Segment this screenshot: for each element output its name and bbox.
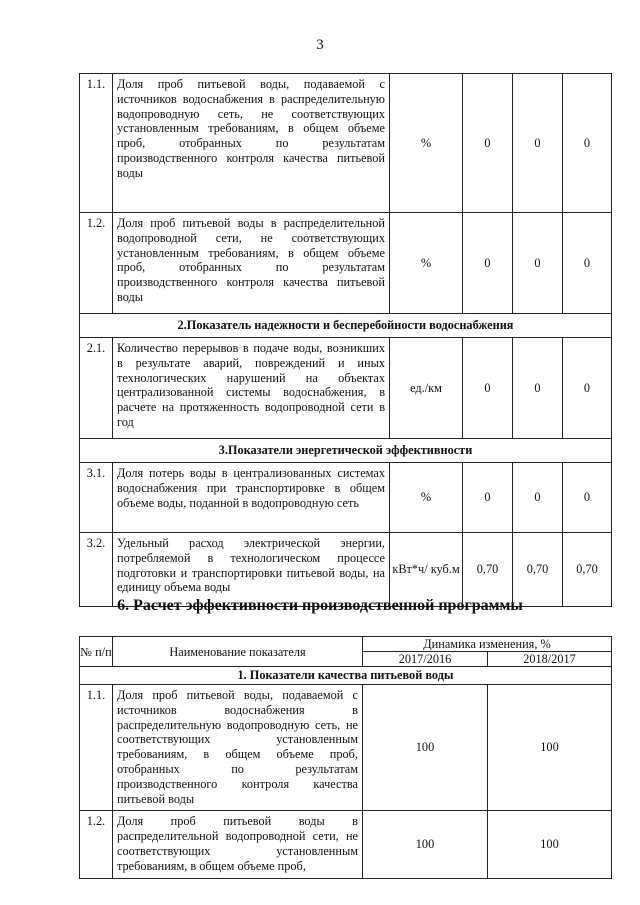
value-cell: 100	[488, 811, 612, 878]
value-cell: 0	[513, 338, 563, 439]
header-number: № п/п	[80, 637, 113, 667]
section-title	[80, 439, 612, 463]
value-cell: 0	[463, 213, 513, 314]
indicator-description: Доля проб питьевой воды в распределительной водопроводной сети, не соответствующих установленным требованиям, в общем объеме проб,	[113, 811, 363, 878]
table-row	[80, 338, 612, 439]
value-cell: 0,70	[563, 533, 612, 607]
row-number: 1.2.	[80, 811, 113, 878]
section-title: 1. Показатели качества питьевой воды	[80, 667, 612, 685]
indicator-description: Количество перерывов в подаче воды, возникших в результате аварий, повреждений и иных технологических нарушений на объектах централизованной системы водоснабжения, в расчете на протяженность водопроводной сети в год	[113, 338, 390, 439]
value-cell: 100	[363, 685, 488, 811]
unit-cell: %	[390, 213, 463, 314]
section-row	[80, 439, 612, 463]
indicator-description: Доля потерь воды в централизованных системах водоснабжения при транспортировке в общем объеме воды, поданной в водопроводную сеть	[113, 463, 390, 533]
row-number: 1.1.	[80, 685, 113, 811]
indicator-description: Доля проб питьевой воды, подаваемой с источников водоснабжения в распределительную водопроводную сеть, не соответствующих установленным требованиям, в общем объеме проб, отобранных по результатам производственного контроля качества питьевой воды	[113, 74, 390, 213]
table-row	[80, 811, 612, 878]
table-row	[80, 685, 612, 811]
row-number: 3.1.	[80, 463, 113, 533]
section-row	[80, 667, 612, 685]
page-number: 3	[316, 37, 324, 53]
header-col-2017-2016: 2017/2016	[363, 652, 488, 667]
value-cell: 100	[488, 685, 612, 811]
section-title	[80, 314, 612, 338]
value-cell: 0	[563, 213, 612, 314]
row-number: 1.1.	[80, 74, 113, 213]
section-label: Показатели энергетической эффективности	[227, 443, 473, 458]
table-row	[80, 74, 612, 213]
table-row	[80, 533, 612, 607]
value-cell: 0,70	[513, 533, 563, 607]
row-number: 2.1.	[80, 338, 113, 439]
unit-cell: %	[390, 463, 463, 533]
unit-cell: кВт*ч/ куб.м	[390, 533, 463, 607]
efficiency-table	[79, 636, 612, 879]
header-row	[80, 637, 612, 652]
unit-cell: %	[390, 74, 463, 213]
row-number: 3.2.	[80, 533, 113, 607]
value-cell: 0	[463, 463, 513, 533]
row-number: 1.2.	[80, 213, 113, 314]
value-cell: 0	[563, 338, 612, 439]
section-row	[80, 314, 612, 338]
value-cell: 100	[363, 811, 488, 878]
section-number: 3.	[218, 443, 228, 458]
section-label: Показатель надежности и бесперебойности водоснабжения	[186, 318, 514, 333]
table-row	[80, 463, 612, 533]
indicator-description: Удельный расход электрической энергии, потребляемой в технологическом процессе подготовки и транспортировки питьевой воды, на единицу объема воды	[113, 533, 390, 607]
section-number: 2.	[177, 318, 187, 333]
value-cell: 0	[513, 463, 563, 533]
value-cell: 0	[563, 463, 612, 533]
value-cell: 0,70	[463, 533, 513, 607]
table-row	[80, 213, 612, 314]
value-cell: 0	[513, 213, 563, 314]
indicator-description: Доля проб питьевой воды в распределительной водопроводной сети, не соответствующих установленным требованиям, в общем объеме проб, отобранных по результатам производственного контроля качества питьевой воды	[113, 213, 390, 314]
indicator-description: Доля проб питьевой воды, подаваемой с источников водоснабжения в распределительную водопроводную сеть, не соответствующих установленным требованиям, в общем объеме проб, отобранных по результатам производственного контроля качества питьевой воды	[113, 685, 363, 811]
value-cell: 0	[463, 74, 513, 213]
section-heading: 6. Расчет эффективности производственной программы	[117, 597, 523, 614]
indicators-table	[79, 73, 612, 607]
header-col-2018-2017: 2018/2017	[488, 652, 612, 667]
header-dynamics: Динамика изменения, %	[363, 637, 612, 652]
unit-cell: ед./км	[390, 338, 463, 439]
value-cell: 0	[563, 74, 612, 213]
value-cell: 0	[463, 338, 513, 439]
value-cell: 0	[513, 74, 563, 213]
header-name: Наименование показателя	[113, 637, 363, 667]
